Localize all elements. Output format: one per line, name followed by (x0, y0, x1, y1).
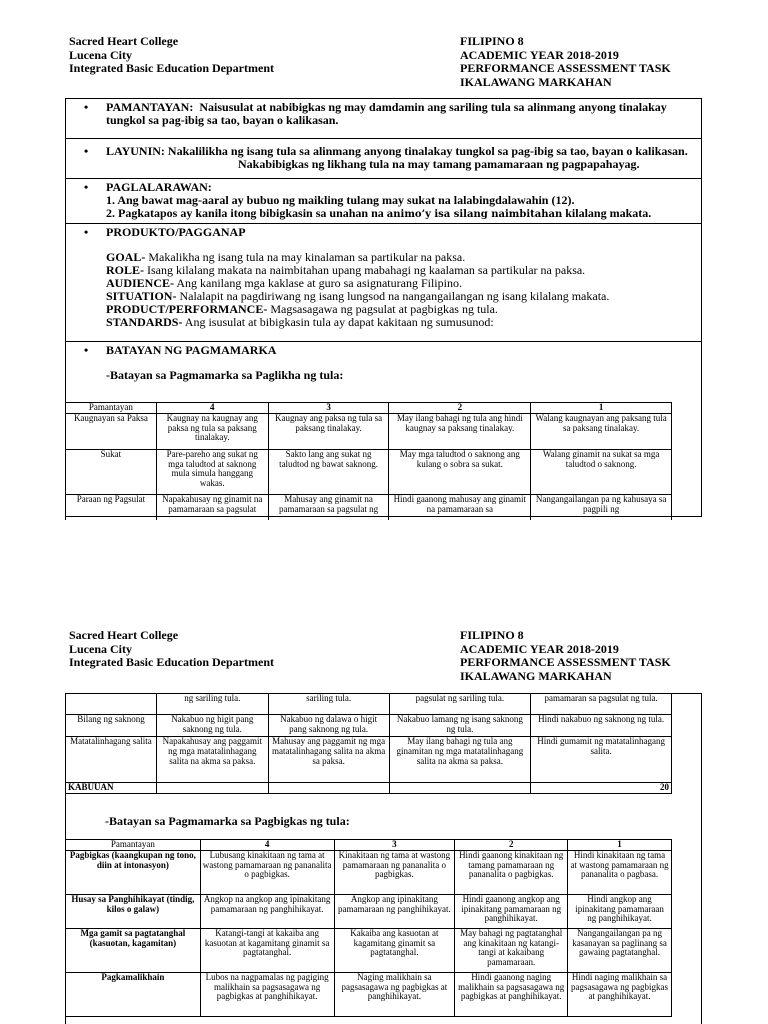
table-row: Matatalinhagang salita Napakahusay ang paggamit ng mga matatalinhagang salita na akma sa paksa. Mahusay ang paggamit ng mga matatalinhagang salita na akma sa paksa. May ilang bahagi ng tula ang ginamitan ng mga matatalinhagang salita na akma sa paksa. Hindi gumamit ng matatalinhagang salita. (66, 737, 672, 783)
rubric-pagbigkas (65, 839, 672, 1017)
table-row: Husay sa Panghihikayat (tindig, kilos o galaw) Angkop na angkop ang ipinakitang pamamaraan ng panghihikayat. Angkop ang ipinakitang pamamaraan ng panghihikayat. Hindi gaanong angkop ang ipinakitang pamamaraan ng panghihikayat. Hindi angkop ang ipinakitang pamamaraan ng panghihikayat. (66, 894, 672, 928)
product-line: PRODUCT/PERFORMANCE- Magsasagawa ng pagsulat at pagbigkas ng tula. (106, 302, 498, 316)
table-row: Kaugnayan sa Paksa Kaugnay na kaugnay ang paksa ng tula sa paksang tinalakay. Kaugnay ang paksa ng tula sa paksang tinalakay. May ilang bahagi ng tula ang hindi kaugnay sa paksang tinalakay. Walang kaugnayan ang paksang tula sa paksang tinalakay. (66, 413, 672, 449)
table-row: Paraan ng Pagsulat Napakahusay ng ginamit na pamamaraan sa pagsulat Mahusay ang ginamit na pamamaraan sa pagsulat ng Hindi gaanong mahusay ang ginamit na pamamaraan sa Nangangailangan pa ng kahusaya sa pagpili ng (66, 494, 672, 520)
task-title: PERFORMANCE ASSESSMENT TASK (460, 61, 671, 75)
rubric2-header-row (66, 840, 672, 851)
table-row: Sukat Pare-pareho ang sukat ng mga taludtod at saknong mula simula hanggang wakas. Sakto lang ang sukat ng taludtod ng bawat saknong. May mga taludtod o saknong ang kulang o sobra sa sukat. Walang ginamit na sukat sa mga taludtod o saknong. (66, 449, 672, 494)
layunin-line1: • LAYUNIN: Nakalilikha ng isang tula sa alinmang anyong tinalakay tungkol sa pag-ibig sa tao, bayan o kalikasan. (106, 145, 695, 158)
rubric1-header-4: 1 (531, 403, 672, 414)
batayan-sub2: -Batayan sa Pagmamarka sa Pagbigkas ng tula: (105, 814, 350, 828)
academic-year: ACADEMIC YEAR 2018-2019 (460, 641, 619, 656)
table-row: ng sariling tula. sariling tula. pagsulat ng sariling tula. pamamaran sa pagsulat ng tula. (66, 694, 672, 715)
paglalarawan-label: • PAGLALARAWAN: (106, 181, 695, 194)
rubric2-header-3: 2 (455, 840, 568, 851)
layunin-row (66, 139, 702, 179)
standards-line: STANDARDS- Ang isusulat at bibigkasin tula ay dapat kakitaan ng sumusunod: (106, 315, 494, 329)
audience-line: AUDIENCE- Ang kanilang mga kaklase at guro sa asignaturang Filipino. (106, 276, 462, 290)
rubric2-header-2: 3 (334, 840, 455, 851)
table-row: Pagkamalikhain Lubos na nagpamalas ng pagiging malikhain sa pagsasagawa ng pagbigkas at panghihikayat. Naging malikhain sa pagsasagawa ng pagbigkas at panghihikayat. Hindi gaanong naging malikhain sa pagsasagawa ng pagbigkas at panghihikayat. Hindi naging malikhain sa pagsasagawa ng pagbigkas at panghihikayat. (66, 972, 672, 1016)
layunin-line2: Nakabibigkas ng likhang tula na may tamang pamamaraan ng pagpapahayag. (238, 157, 640, 171)
header-left (69, 629, 274, 670)
rubric-pagsulat-cont (65, 693, 672, 794)
header-right (460, 35, 671, 89)
quarter-title: IKALAWANG MARKAHAN (460, 668, 612, 683)
rubric2-header-0: Pamantayan (66, 840, 201, 851)
produkto-label: • PRODUKTO/PAGGANAP (106, 226, 695, 239)
total-label: KABUUAN (66, 783, 157, 794)
table-row: Bilang ng saknong Nakabuo ng higit pang saknong ng tula. Nakabuo ng dalawa o higit pang saknong ng tula. Nakabuo lamang ng isang saknong ng tula. Hindi nakabuo ng saknong ng tula. (66, 715, 672, 737)
paglalarawan-row (66, 179, 702, 224)
document-page-2 (0, 625, 768, 1024)
paglalarawan-emphasis: animo’y isa silang naimbitahan (386, 209, 563, 220)
rubric1-header-3: 2 (389, 403, 531, 414)
subject-title: FILIPINO 8 (460, 34, 524, 48)
department-name: Integrated Basic Education Department (69, 655, 274, 669)
pamantayan-row (66, 99, 702, 139)
rubric2-header-1: 4 (200, 840, 334, 851)
subject-title: FILIPINO 8 (460, 628, 524, 642)
table-row: Mga gamit sa pagtatanghal (kasuotan, kagamitan) Katangi-tangi at kakaiba ang kasuotan at kagamitang ginamit sa pagtatanghal. Kakaiba ang kasuotan at kagamitang ginamit sa pagtatanghal. May bahagi ng pagtatanghal ang kinakitaan ng katangi-tangi at kakaibang pamamaraan. Nangangailangan pa ng kasanayan sa paglinang sa gawaing pagtatanghal. (66, 928, 672, 972)
pamantayan-label: PAMANTAYAN: (106, 100, 194, 114)
school-city: Lucena City (69, 641, 132, 656)
rubric1-header-1: 4 (156, 403, 268, 414)
rubric-pagsulat (65, 402, 672, 521)
pamantayan-text: Naisusulat at nabibigkas ng may damdamin ang sariling tula sa alinmang anyong tinalakay tungkol sa pag-ibig sa tao, bayan o kalikasan. (106, 100, 667, 127)
rubric1-header-row (66, 403, 672, 414)
table-row: Pagbigkas (kaangkupan ng tono, diin at intonasyon) Lubusang kinakitaan ng tama at wastong pamamaraan ng pananalita o pagbigkas. Kinakitaan ng tama at wastong pamamaraan ng pananalita o pagbigkas. Hindi gaanong kinakitaan ng tamang pamamaraan ng pananalita o pagbigkas. Hindi kinakitaan ng tama at wastong pamamaraan ng pananalita o pagbasa. (66, 850, 672, 894)
school-name: Sacred Heart College (69, 34, 179, 48)
role-line: ROLE- Isang kilalang makata na naimbitahan upang mabahagi ng kaalaman sa partikular na paksa. (106, 263, 586, 277)
school-city: Lucena City (69, 47, 132, 62)
academic-year: ACADEMIC YEAR 2018-2019 (460, 47, 619, 62)
paglalarawan-item1: 1. Ang bawat mag-aaral ay bubuo ng maikling tulang may sukat na lalabingdalawahin (12). (106, 193, 575, 207)
school-name: Sacred Heart College (69, 628, 179, 642)
goal-line: GOAL- Makalikha ng isang tula na may kinalaman sa partikular na paksa. (106, 250, 466, 264)
header-left (69, 35, 274, 76)
rubric1-header-0: Pamantayan (66, 403, 157, 414)
situation-line: SITUATION- Nalalapit na pagdiriwang ng isang lungsod na nangangailangan ng isang kilalang makata. (106, 289, 610, 303)
task-title: PERFORMANCE ASSESSMENT TASK (460, 655, 671, 669)
page-gap (0, 520, 768, 625)
total-value: 20 (531, 783, 672, 794)
batayan-label: • BATAYAN NG PAGMAMARKA (106, 344, 695, 357)
total-row (66, 783, 672, 794)
department-name: Integrated Basic Education Department (69, 61, 274, 75)
paglalarawan-item2: 2. Pagkatapos ay kanila itong bibigkasin sa unahan na animo’y isa silang naimbitahan kilalang makata. (106, 206, 652, 220)
batayan-sub1: -Batayan sa Pagmamarka sa Paglikha ng tula: (106, 368, 344, 382)
rubric2-header-4: 1 (568, 840, 672, 851)
header-right (460, 629, 671, 683)
produkto-row (66, 224, 702, 342)
quarter-title: IKALAWANG MARKAHAN (460, 74, 612, 89)
rubric1-header-2: 3 (268, 403, 389, 414)
